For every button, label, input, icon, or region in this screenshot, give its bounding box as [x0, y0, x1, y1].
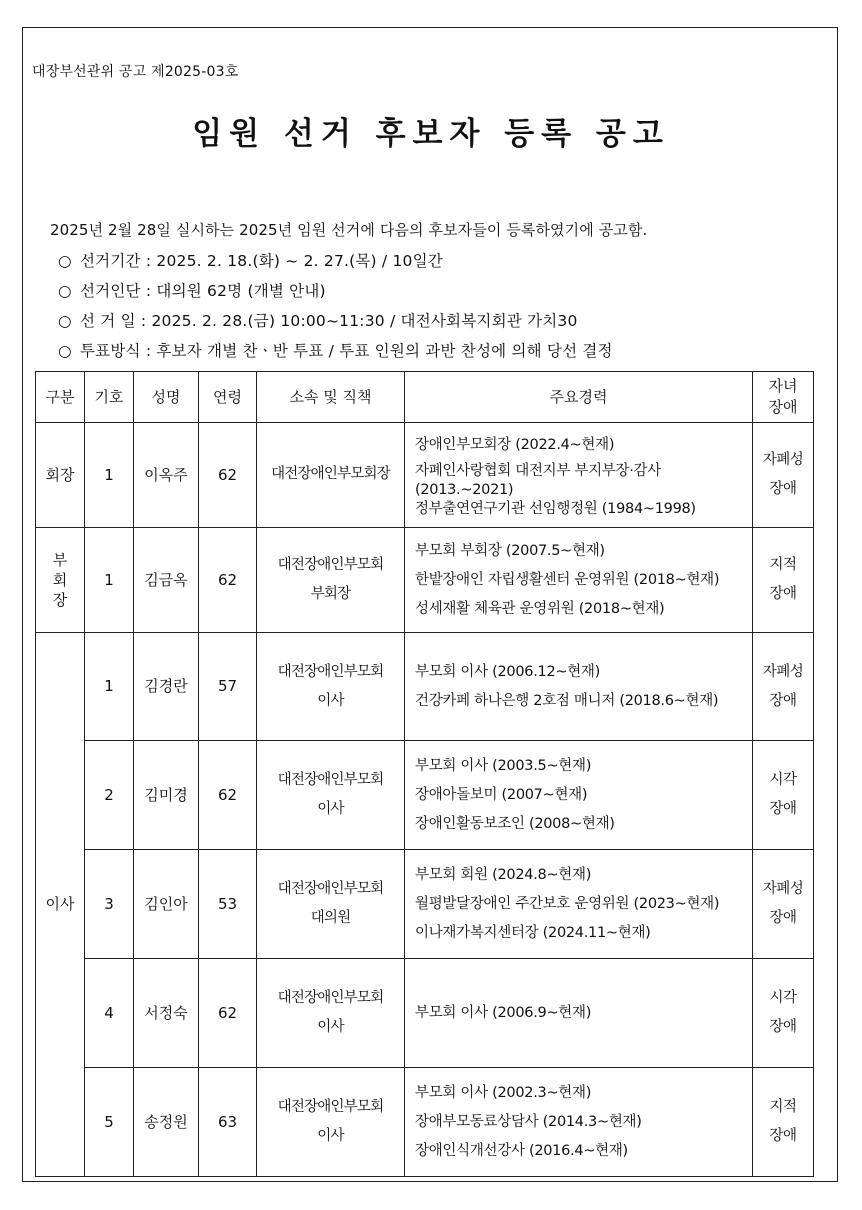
candidate-career	[405, 633, 753, 741]
career-line: 부모회 이사 (2006.12~현재)	[415, 663, 600, 680]
candidate-age: 62	[199, 959, 257, 1068]
group-director: 이사	[36, 633, 85, 1177]
candidate-name: 김인아	[134, 850, 199, 959]
table-row	[36, 959, 814, 1068]
info-value: 대의원 62명 (개별 안내)	[156, 282, 326, 300]
candidate-age: 62	[199, 741, 257, 850]
table-row	[36, 633, 814, 741]
table-header-row	[36, 372, 814, 423]
info-label: 선거인단	[80, 282, 141, 300]
info-election-period: ○ 선거기간 : 2025. 2. 18.(화) ~ 2. 27.(목) / 10일간	[58, 252, 443, 270]
career-line: (2013.~2021)	[415, 481, 514, 498]
candidate-affiliation: 대전장애인부모회 이사	[257, 633, 405, 741]
candidate-age: 62	[199, 423, 257, 528]
info-label: 선 거 일	[80, 312, 136, 330]
career-line: 건강카페 하나은행 2호점 매니저 (2018.6~현재)	[415, 692, 719, 709]
candidate-name: 김경란	[134, 633, 199, 741]
candidate-number: 1	[85, 423, 134, 528]
candidate-name: 송정원	[134, 1068, 199, 1177]
announcement-number: 대장부선관위 공고 제2025-03호	[32, 64, 239, 80]
candidate-name: 서정숙	[134, 959, 199, 1068]
candidate-name: 김금옥	[134, 528, 199, 633]
candidate-name: 김미경	[134, 741, 199, 850]
info-value: 후보자 개별 찬ㆍ반 투표 / 투표 인원의 과반 찬성에 의해 당선 결정	[156, 342, 613, 360]
header-affiliation: 소속 및 직책	[257, 372, 405, 423]
child-disability: 지적 장애	[753, 1068, 814, 1177]
candidate-number: 1	[85, 633, 134, 741]
candidate-career	[405, 528, 753, 633]
info-value: 2025. 2. 28.(금) 10:00~11:30 / 대전사회복지회관 가치30	[151, 312, 578, 330]
candidate-affiliation: 대전장애인부모회 이사	[257, 1068, 405, 1177]
group-president: 회장	[36, 423, 85, 528]
career-line: 장애인식개선강사 (2016.4~현재)	[415, 1142, 628, 1159]
child-disability: 시각 장애	[753, 741, 814, 850]
info-label: 투표방식	[80, 342, 141, 360]
career-line: 부모회 이사 (2006.9~현재)	[415, 1004, 592, 1021]
candidate-career	[405, 850, 753, 959]
career-line: 월평발달장애인 주간보호 운영위원 (2023~현재)	[415, 895, 720, 912]
candidate-number: 2	[85, 741, 134, 850]
bullet-circle-icon: ○	[58, 342, 72, 360]
child-disability: 시각 장애	[753, 959, 814, 1068]
bullet-circle-icon: ○	[58, 282, 72, 300]
career-line: 부모회 이사 (2002.3~현재)	[415, 1084, 592, 1101]
candidate-age: 63	[199, 1068, 257, 1177]
candidate-number: 3	[85, 850, 134, 959]
career-line: 장애인활동보조인 (2008~현재)	[415, 815, 615, 832]
info-voting-method: ○ 투표방식 : 후보자 개별 찬ㆍ반 투표 / 투표 인원의 과반 찬성에 의해 당선 결정	[58, 342, 613, 360]
info-election-day: ○ 선 거 일 : 2025. 2. 28.(금) 10:00~11:30 / 대전사회복지회관 가치30	[58, 312, 578, 330]
career-line: 성세재활 체육관 운영위원 (2018~현재)	[415, 600, 665, 617]
header-category: 구분	[36, 372, 85, 423]
bullet-circle-icon: ○	[58, 312, 72, 330]
table-row	[36, 423, 814, 528]
child-disability: 자폐성 장애	[753, 850, 814, 959]
candidate-age: 62	[199, 528, 257, 633]
candidate-number: 5	[85, 1068, 134, 1177]
candidate-age: 57	[199, 633, 257, 741]
career-line: 이나재가복지센터장 (2024.11~현재)	[415, 924, 651, 941]
intro-text: 2025년 2월 28일 실시하는 2025년 임원 선거에 다음의 후보자들이 등록하였기에 공고함.	[50, 221, 648, 239]
info-value: 2025. 2. 18.(화) ~ 2. 27.(목) / 10일간	[156, 252, 443, 270]
candidate-affiliation: 대전장애인부모회 이사	[257, 959, 405, 1068]
table-row	[36, 1068, 814, 1177]
candidate-career	[405, 741, 753, 850]
career-line: 장애부모동료상담사 (2014.3~현재)	[415, 1113, 642, 1130]
candidate-affiliation: 대전장애인부모회 이사	[257, 741, 405, 850]
table-row	[36, 850, 814, 959]
career-line: 정부출연연구기관 선임행정원 (1984~1998)	[415, 500, 696, 517]
info-label: 선거기간	[80, 252, 141, 270]
header-child-disability: 자녀 장애	[753, 372, 814, 423]
page-title: 임원 선거 후보자 등록 공고	[192, 116, 670, 152]
header-name: 성명	[134, 372, 199, 423]
bullet-circle-icon: ○	[58, 252, 72, 270]
child-disability: 자폐성 장애	[753, 423, 814, 528]
header-career: 주요경력	[405, 372, 753, 423]
candidate-table	[35, 371, 814, 1177]
candidate-age: 53	[199, 850, 257, 959]
candidate-career	[405, 959, 753, 1068]
candidate-number: 4	[85, 959, 134, 1068]
career-line: 장애인부모회장 (2022.4~현재)	[415, 436, 615, 453]
table-row	[36, 528, 814, 633]
career-line: 부모회 이사 (2003.5~현재)	[415, 757, 592, 774]
group-vice-president: 부 회 장	[36, 528, 85, 633]
candidate-career	[405, 423, 753, 528]
career-line: 장애아돌보미 (2007~현재)	[415, 786, 588, 803]
candidate-affiliation: 대전장애인부모회장	[257, 423, 405, 528]
table-row	[36, 741, 814, 850]
candidate-affiliation: 대전장애인부모회 대의원	[257, 850, 405, 959]
candidate-number: 1	[85, 528, 134, 633]
header-number: 기호	[85, 372, 134, 423]
candidate-affiliation: 대전장애인부모회 부회장	[257, 528, 405, 633]
child-disability: 지적 장애	[753, 528, 814, 633]
info-electorate: ○ 선거인단 : 대의원 62명 (개별 안내)	[58, 282, 326, 300]
career-line: 자폐인사랑협회 대전지부 부지부장·감사	[415, 462, 661, 479]
candidate-name: 이옥주	[134, 423, 199, 528]
career-line: 부모회 부회장 (2007.5~현재)	[415, 542, 605, 559]
career-line: 한밭장애인 자립생활센터 운영위원 (2018~현재)	[415, 571, 720, 588]
candidate-career	[405, 1068, 753, 1177]
child-disability: 자폐성 장애	[753, 633, 814, 741]
header-age: 연령	[199, 372, 257, 423]
career-line: 부모회 회원 (2024.8~현재)	[415, 866, 592, 883]
